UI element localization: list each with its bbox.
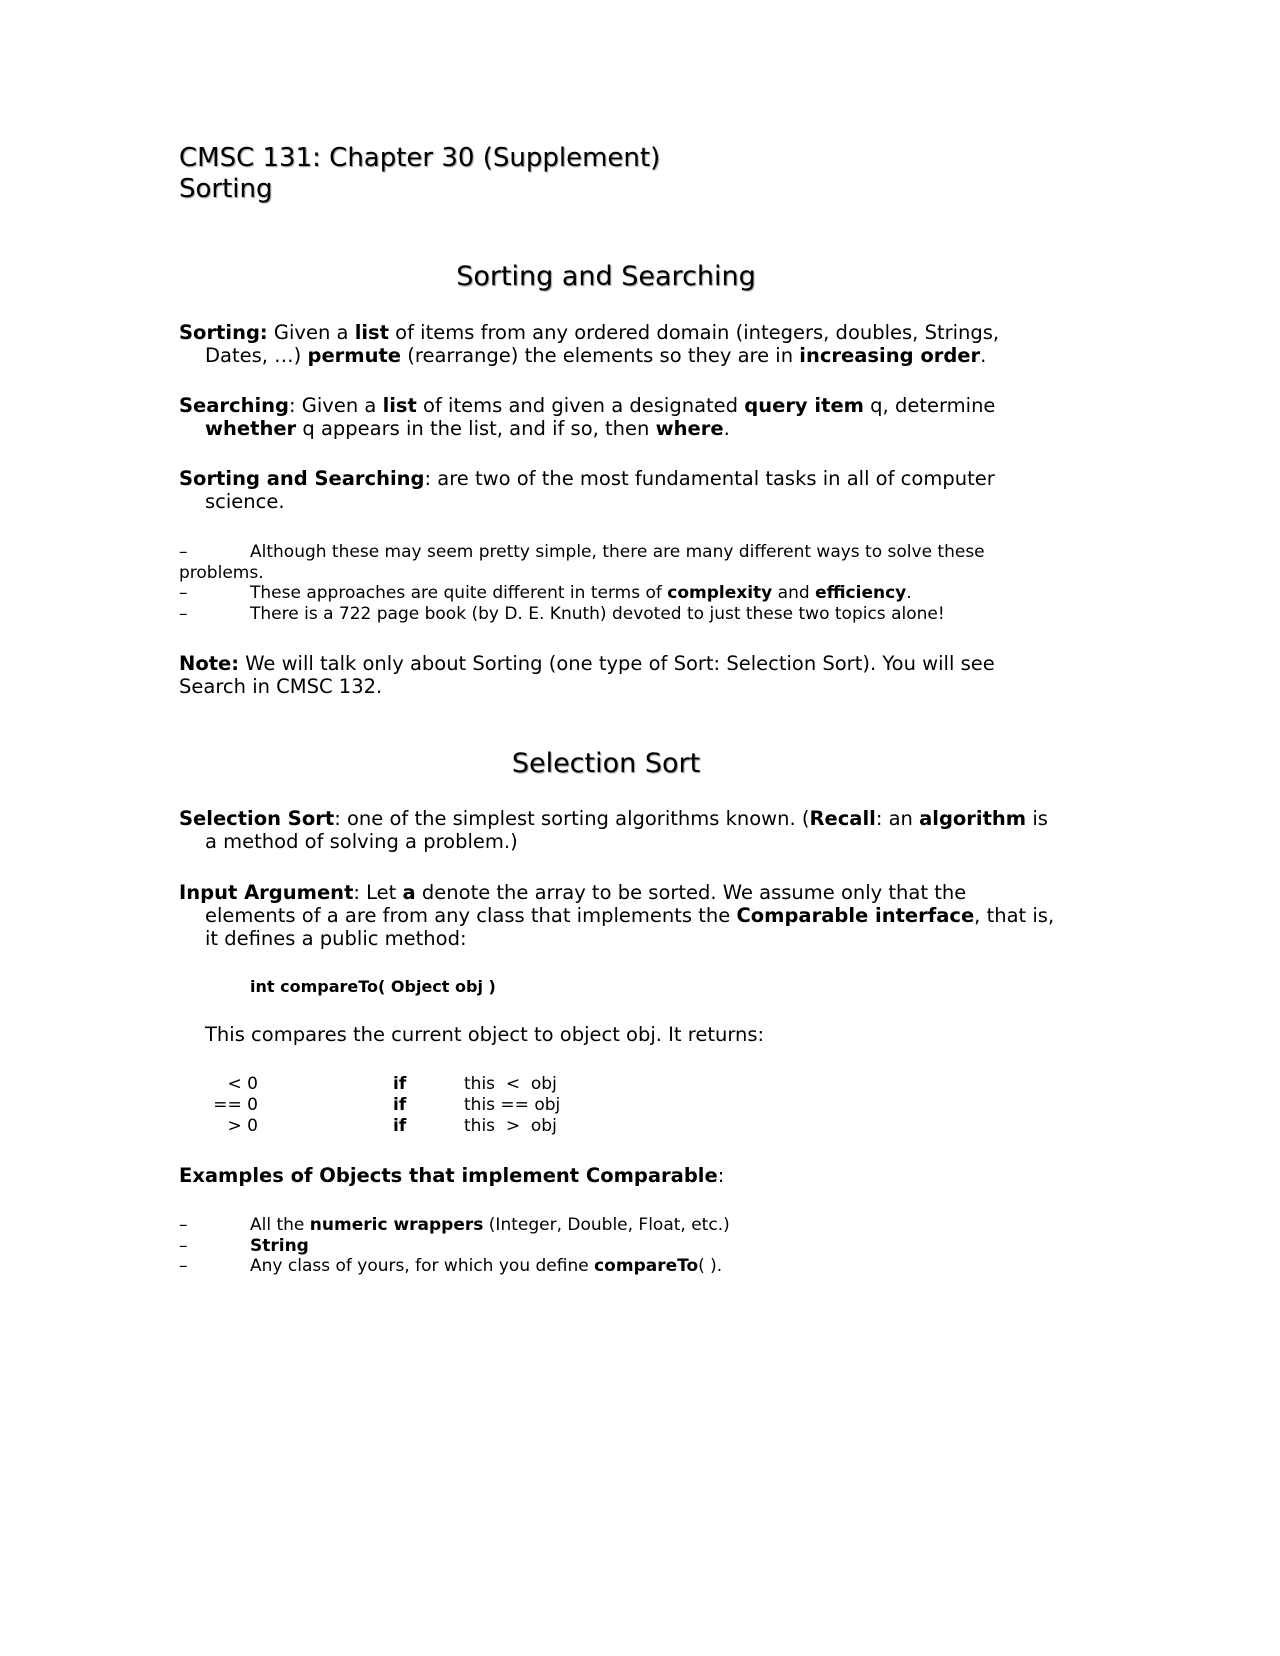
text: of items and given a designated	[416, 394, 745, 417]
text: (Integer, Double, Float, etc.)	[483, 1215, 730, 1235]
bold-text: compareTo	[594, 1256, 699, 1276]
text: .	[980, 344, 987, 367]
bold-text: list	[354, 321, 389, 344]
bold-text: a	[402, 881, 416, 904]
bold-text: Input Argument	[179, 881, 354, 904]
text: : Let	[353, 881, 403, 904]
text: These approaches are quite different in terms of	[250, 583, 668, 603]
paragraph-sorting-and-searching	[179, 467, 1055, 513]
text: : are two of the most fundamental tasks in all of computer science.	[205, 467, 995, 513]
text: and	[772, 583, 816, 603]
bullet-item	[179, 583, 1059, 604]
paragraph-searching	[179, 394, 1055, 440]
text: Although these may seem pretty simple, there are many different ways to solve these problems.	[179, 542, 985, 583]
bullet-item	[179, 604, 1059, 625]
bold-text: String	[250, 1236, 309, 1256]
bullet-text	[179, 542, 1059, 583]
bold-text: numeric wrappers	[309, 1215, 484, 1235]
bullet-text	[179, 583, 1059, 604]
bold-text: Selection Sort	[179, 807, 335, 830]
bullet-text	[179, 1236, 1059, 1257]
section-heading-sorting-and-searching: Sorting and Searching	[456, 261, 756, 292]
bullet-text	[179, 1256, 1059, 1277]
text: Any class of yours, for which you define	[250, 1256, 595, 1276]
title-line-1: CMSC 131: Chapter 30 (Supplement)	[179, 143, 661, 173]
return-expression: this < obj	[464, 1074, 557, 1094]
bold-text: increasing order	[799, 344, 981, 367]
bold-text: whether	[205, 417, 297, 440]
bold-text: query item	[744, 394, 864, 417]
text: q appears in the list, and if so, then	[296, 417, 656, 440]
bold-text: Comparable interface	[736, 904, 975, 927]
text: There is a 722 page book (by D. E. Knuth) devoted to just these two topics alone!	[250, 604, 945, 624]
return-value: < 0	[227, 1074, 258, 1094]
bullet-item	[179, 1215, 1059, 1236]
bullet-text	[179, 1215, 1059, 1236]
text: .	[906, 583, 912, 603]
dash: –	[179, 1215, 188, 1235]
text: All the	[250, 1215, 310, 1235]
return-condition: if	[393, 1095, 407, 1115]
return-condition: if	[393, 1116, 407, 1136]
bullet-item	[179, 542, 1059, 583]
examples-heading	[179, 1164, 1029, 1187]
paragraph-sorting	[179, 321, 1055, 367]
bold-text: Sorting:	[179, 321, 268, 344]
bold-text: where	[655, 417, 724, 440]
return-value: > 0	[227, 1116, 258, 1136]
text: , that is, it defines a public method:	[205, 904, 1055, 950]
text: q, determine	[863, 394, 996, 417]
text: denote the array to be sorted. We assume only that the elements of a are from any class that implements the	[205, 881, 967, 927]
return-value: == 0	[213, 1095, 258, 1115]
bold-text: permute	[307, 344, 402, 367]
bold-text: list	[382, 394, 417, 417]
text: : Given a	[289, 394, 383, 417]
return-condition: if	[393, 1074, 407, 1094]
paragraph-selection-sort	[179, 807, 1055, 853]
paragraph-compares: This compares the current object to object obj. It returns:	[205, 1023, 765, 1046]
bullet-text	[179, 604, 1059, 625]
return-expression: this > obj	[464, 1116, 557, 1136]
bullet-item	[179, 1236, 1059, 1257]
paragraph-note	[179, 652, 1029, 698]
document-title	[179, 143, 1029, 205]
bold-text: Recall	[809, 807, 876, 830]
bold-text: Examples of Objects that implement Comparable	[179, 1164, 718, 1187]
code-signature: int compareTo( Object obj )	[250, 977, 496, 996]
section-heading-selection-sort: Selection Sort	[511, 748, 701, 779]
text: Given a	[267, 321, 355, 344]
dash: –	[179, 604, 188, 624]
bold-text: complexity	[667, 583, 773, 603]
text: .	[723, 417, 730, 440]
bold-text: algorithm	[919, 807, 1027, 830]
bold-text: efficiency	[815, 583, 907, 603]
paragraph-input-argument	[179, 881, 1055, 950]
text: ( ).	[698, 1256, 723, 1276]
return-expression: this == obj	[464, 1095, 561, 1115]
text: : one of the simplest sorting algorithms known. (	[334, 807, 810, 830]
dash: –	[179, 1256, 188, 1276]
bold-text: Searching	[179, 394, 290, 417]
bullet-item	[179, 1256, 1059, 1277]
title-line-2: Sorting	[179, 174, 273, 204]
bold-text: Note:	[179, 652, 240, 675]
text: (rearrange) the elements so they are in	[401, 344, 800, 367]
dash: –	[179, 542, 188, 562]
text: is a method of solving a problem.)	[205, 807, 1048, 853]
text: :	[717, 1164, 725, 1187]
text: : an	[875, 807, 920, 830]
bold-text: Sorting and Searching	[179, 467, 425, 490]
text: of items from any ordered domain (integers, doubles, Strings, Dates, …)	[205, 321, 1000, 367]
text: We will talk only about Sorting (one type of Sort: Selection Sort). You will see Search in CMSC 132.	[179, 652, 995, 698]
dash: –	[179, 583, 188, 603]
dash: –	[179, 1236, 188, 1256]
